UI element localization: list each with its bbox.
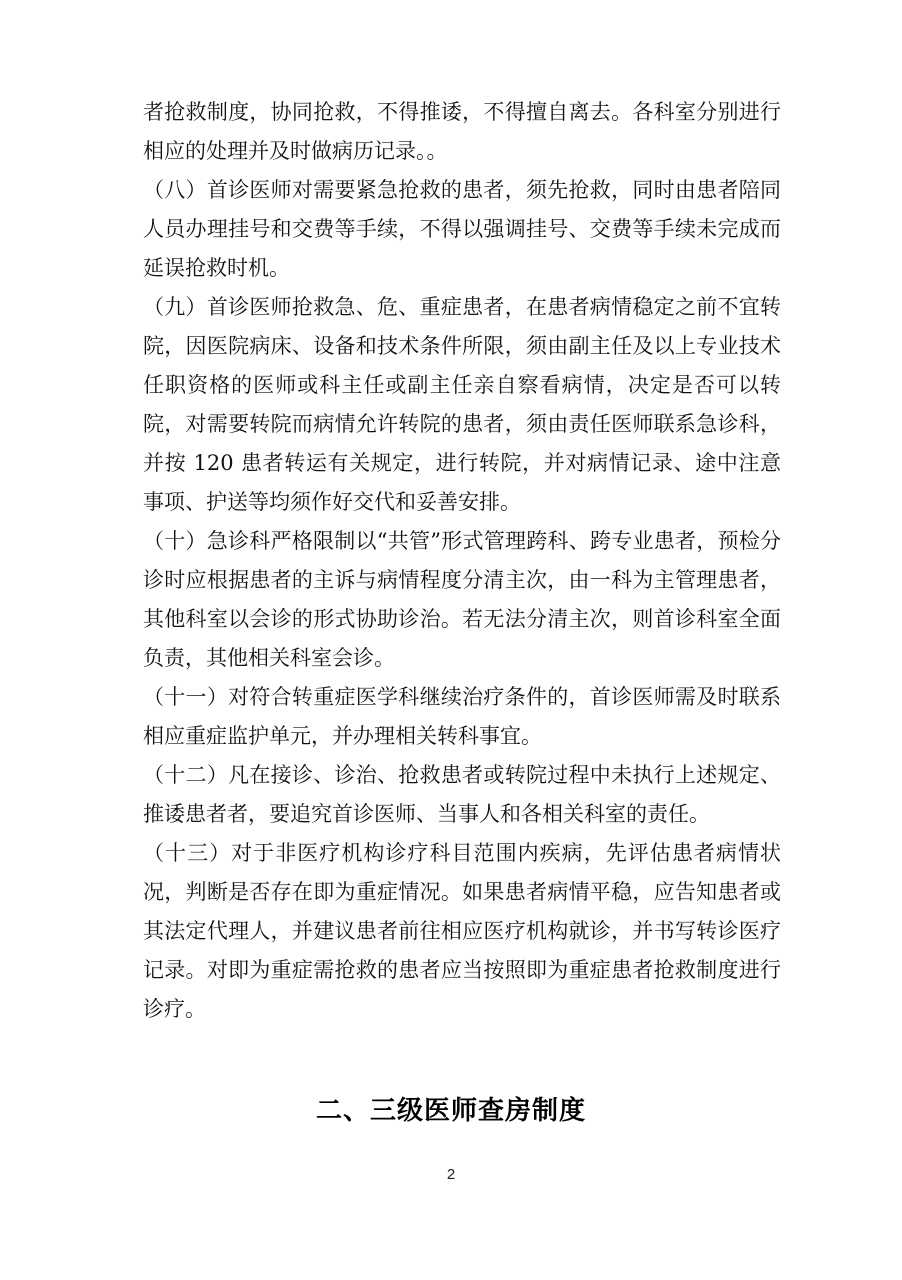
paragraph-item-9: （九）首诊医师抢救急、危、重症患者，在患者病情稳定之前不宜转院，因医院病床、设备和技术条件所限，须由副主任及以上专业技术任职资格的医师或科主任或副主任亲自察看病情，决定是否可以转院，对需要转院而病情允许转院的患者，须由责任医师联系急诊科，并按 120 患者转运有关规定，进行转院，并对病情记录、途中注意事项、护送等均须作好交代和妥善安排。 [143,295,781,514]
page-number: 2 [446,1166,456,1183]
section-heading: 二、三级医师查房制度 [315,1096,586,1126]
paragraph-item-12: （十二）凡在接诊、诊治、抢救患者或转院过程中未执行上述规定、推诿患者者，要追究首诊医师、当事人和各相关科室的责任。 [143,763,781,826]
paragraph-continuation: 者抢救制度，协同抢救，不得推诿，不得擅自离去。各科室分别进行相应的处理并及时做病历记录。。 [143,100,781,163]
paragraph-item-11: （十一）对符合转重症医学科继续治疗条件的，首诊医师需及时联系相应重症监护单元，并办理相关转科事宜。 [143,685,781,748]
paragraph-item-8: （八）首诊医师对需要紧急抢救的患者，须先抢救，同时由患者陪同人员办理挂号和交费等手续，不得以强调挂号、交费等手续未完成而延误抢救时机。 [143,178,781,280]
paragraph-item-13: （十三）对于非医疗机构诊疗科目范围内疾病，先评估患者病情状况，判断是否存在即为重症情况。如果患者病情平稳，应告知患者或其法定代理人，并建议患者前往相应医疗机构就诊，并书写转诊医疗记录。对即为重症需抢救的患者应当按照即为重症患者抢救制度进行诊疗。 [143,841,781,1021]
document-body [143,93,781,1029]
paragraph-item-10: （十）急诊科严格限制以“共管”形式管理跨科、跨专业患者，预检分诊时应根据患者的主诉与病情程度分清主次，由一科为主管理患者，其他科室以会诊的形式协助诊治。若无法分清主次，则首诊科室全面负责，其他相关科室会诊。 [143,529,781,670]
